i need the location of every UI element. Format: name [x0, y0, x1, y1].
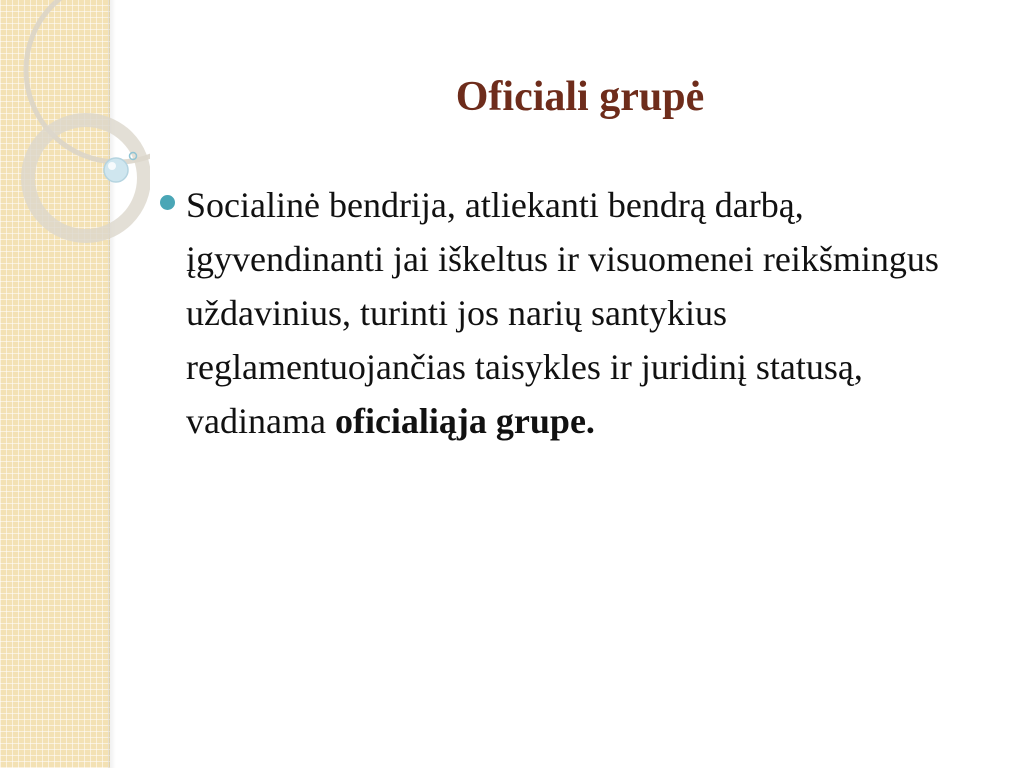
- bullet-item: [158, 178, 988, 448]
- bullet-text: Socialinė bendrija, atliekanti bendrą darbą, įgyvendinanti jai iškeltus ir visuomenei reikšmingus uždavinius, turinti jos narių santykius reglamentuojančias taisykles ir juridinį statusą, vadinama: [186, 185, 939, 441]
- slide-title: Oficiali grupė: [455, 74, 705, 120]
- decorative-circles-icon: [0, 0, 150, 260]
- bullet-dot-icon: [160, 195, 175, 210]
- bullet-bold-term: oficialiąja grupe.: [334, 401, 595, 441]
- bullet-list: [158, 178, 988, 448]
